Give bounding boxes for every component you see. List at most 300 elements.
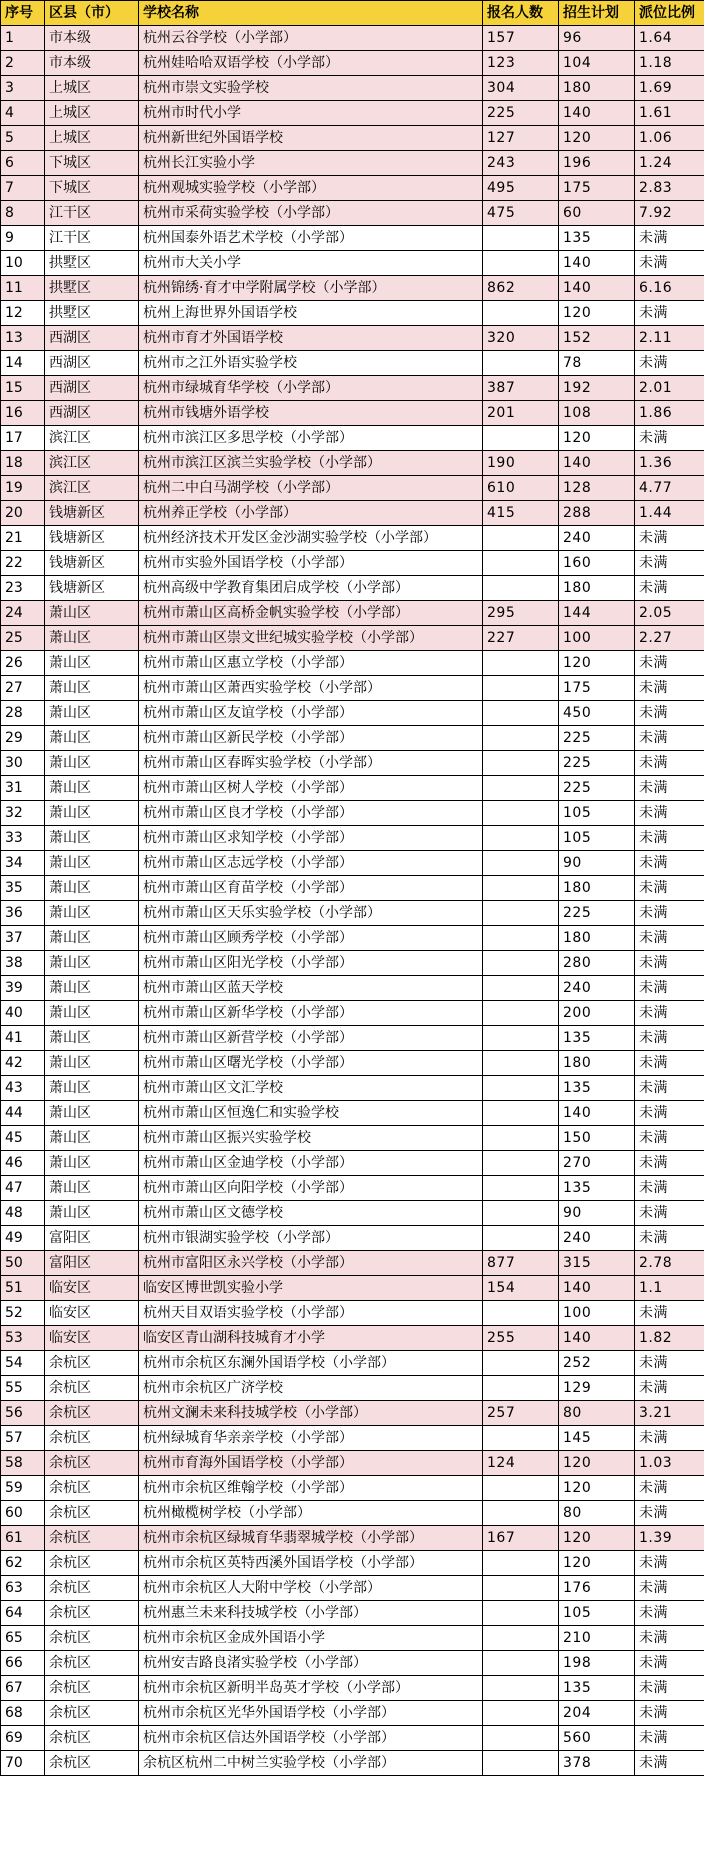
cell-plan: 80 bbox=[559, 1501, 635, 1526]
cell-district: 临安区 bbox=[45, 1326, 139, 1351]
cell-index: 12 bbox=[1, 301, 45, 326]
cell-ratio: 1.18 bbox=[635, 51, 704, 76]
cell-school: 杭州市萧山区树人学校（小学部） bbox=[139, 776, 483, 801]
cell-ratio: 1.82 bbox=[635, 1326, 704, 1351]
cell-school: 杭州市萧山区顾秀学校（小学部） bbox=[139, 926, 483, 951]
cell-plan: 135 bbox=[559, 1076, 635, 1101]
cell-school: 杭州市萧山区萧西实验学校（小学部） bbox=[139, 676, 483, 701]
cell-district: 萧山区 bbox=[45, 1201, 139, 1226]
table-row bbox=[1, 351, 704, 376]
cell-applicants: 495 bbox=[483, 176, 559, 201]
cell-school: 杭州市余杭区广济学校 bbox=[139, 1376, 483, 1401]
cell-plan: 225 bbox=[559, 751, 635, 776]
cell-district: 西湖区 bbox=[45, 401, 139, 426]
cell-plan: 140 bbox=[559, 251, 635, 276]
cell-plan: 180 bbox=[559, 576, 635, 601]
cell-school: 杭州上海世界外国语学校 bbox=[139, 301, 483, 326]
cell-index: 68 bbox=[1, 1701, 45, 1726]
cell-ratio: 未满 bbox=[635, 1501, 704, 1526]
cell-plan: 100 bbox=[559, 1301, 635, 1326]
cell-plan: 240 bbox=[559, 1226, 635, 1251]
cell-plan: 225 bbox=[559, 726, 635, 751]
cell-index: 37 bbox=[1, 926, 45, 951]
table-row bbox=[1, 701, 704, 726]
table-row bbox=[1, 1426, 704, 1451]
cell-plan: 160 bbox=[559, 551, 635, 576]
cell-school: 杭州市滨江区多思学校（小学部） bbox=[139, 426, 483, 451]
cell-school: 杭州市余杭区绿城育华翡翠城学校（小学部） bbox=[139, 1526, 483, 1551]
cell-district: 西湖区 bbox=[45, 351, 139, 376]
cell-applicants bbox=[483, 1351, 559, 1376]
cell-index: 15 bbox=[1, 376, 45, 401]
table-row bbox=[1, 676, 704, 701]
cell-ratio: 未满 bbox=[635, 551, 704, 576]
table-row bbox=[1, 1626, 704, 1651]
cell-applicants bbox=[483, 1376, 559, 1401]
cell-district: 余杭区 bbox=[45, 1726, 139, 1751]
cell-ratio: 未满 bbox=[635, 526, 704, 551]
cell-district: 萧山区 bbox=[45, 1151, 139, 1176]
cell-applicants bbox=[483, 1476, 559, 1501]
cell-applicants bbox=[483, 876, 559, 901]
cell-index: 3 bbox=[1, 76, 45, 101]
cell-applicants bbox=[483, 1076, 559, 1101]
cell-index: 64 bbox=[1, 1601, 45, 1626]
cell-district: 余杭区 bbox=[45, 1526, 139, 1551]
table-row bbox=[1, 1376, 704, 1401]
table-row bbox=[1, 426, 704, 451]
cell-district: 滨江区 bbox=[45, 426, 139, 451]
cell-ratio: 1.44 bbox=[635, 501, 704, 526]
cell-applicants bbox=[483, 251, 559, 276]
cell-index: 43 bbox=[1, 1076, 45, 1101]
cell-school: 杭州娃哈哈双语学校（小学部） bbox=[139, 51, 483, 76]
cell-plan: 180 bbox=[559, 76, 635, 101]
cell-applicants bbox=[483, 926, 559, 951]
cell-ratio: 未满 bbox=[635, 1576, 704, 1601]
cell-plan: 78 bbox=[559, 351, 635, 376]
cell-school: 杭州市大关小学 bbox=[139, 251, 483, 276]
cell-district: 萧山区 bbox=[45, 1001, 139, 1026]
cell-plan: 120 bbox=[559, 1551, 635, 1576]
cell-plan: 140 bbox=[559, 1101, 635, 1126]
header-plan: 招生计划 bbox=[559, 1, 635, 26]
cell-school: 杭州市萧山区文德学校 bbox=[139, 1201, 483, 1226]
cell-ratio: 1.69 bbox=[635, 76, 704, 101]
cell-ratio: 1.64 bbox=[635, 26, 704, 51]
cell-district: 萧山区 bbox=[45, 901, 139, 926]
cell-plan: 240 bbox=[559, 976, 635, 1001]
cell-index: 13 bbox=[1, 326, 45, 351]
table-row bbox=[1, 1576, 704, 1601]
table-row bbox=[1, 301, 704, 326]
cell-district: 上城区 bbox=[45, 101, 139, 126]
cell-ratio: 未满 bbox=[635, 1076, 704, 1101]
cell-index: 22 bbox=[1, 551, 45, 576]
table-row bbox=[1, 976, 704, 1001]
cell-school: 杭州市之江外语实验学校 bbox=[139, 351, 483, 376]
cell-school: 杭州市萧山区良才学校（小学部） bbox=[139, 801, 483, 826]
cell-school: 杭州市萧山区高桥金帆实验学校（小学部） bbox=[139, 601, 483, 626]
cell-school: 杭州二中白马湖学校（小学部） bbox=[139, 476, 483, 501]
cell-applicants: 295 bbox=[483, 601, 559, 626]
cell-applicants: 124 bbox=[483, 1451, 559, 1476]
cell-ratio: 未满 bbox=[635, 1751, 704, 1776]
cell-plan: 145 bbox=[559, 1426, 635, 1451]
cell-index: 7 bbox=[1, 176, 45, 201]
cell-applicants: 201 bbox=[483, 401, 559, 426]
cell-district: 萧山区 bbox=[45, 976, 139, 1001]
cell-plan: 135 bbox=[559, 1176, 635, 1201]
cell-school: 杭州市崇文实验学校 bbox=[139, 76, 483, 101]
cell-district: 萧山区 bbox=[45, 726, 139, 751]
cell-applicants: 123 bbox=[483, 51, 559, 76]
cell-index: 31 bbox=[1, 776, 45, 801]
cell-plan: 140 bbox=[559, 1326, 635, 1351]
cell-plan: 240 bbox=[559, 526, 635, 551]
table-row bbox=[1, 1601, 704, 1626]
table-row bbox=[1, 326, 704, 351]
cell-school: 杭州市萧山区金迪学校（小学部） bbox=[139, 1151, 483, 1176]
cell-ratio: 未满 bbox=[635, 1001, 704, 1026]
cell-school: 杭州养正学校（小学部） bbox=[139, 501, 483, 526]
table-row bbox=[1, 1051, 704, 1076]
cell-plan: 180 bbox=[559, 926, 635, 951]
cell-ratio: 未满 bbox=[635, 1226, 704, 1251]
header-index: 序号 bbox=[1, 1, 45, 26]
cell-index: 53 bbox=[1, 1326, 45, 1351]
cell-ratio: 1.61 bbox=[635, 101, 704, 126]
cell-applicants bbox=[483, 301, 559, 326]
cell-index: 57 bbox=[1, 1426, 45, 1451]
cell-ratio: 未满 bbox=[635, 1376, 704, 1401]
cell-applicants bbox=[483, 526, 559, 551]
cell-plan: 120 bbox=[559, 1451, 635, 1476]
cell-index: 8 bbox=[1, 201, 45, 226]
cell-index: 34 bbox=[1, 851, 45, 876]
cell-district: 下城区 bbox=[45, 151, 139, 176]
cell-ratio: 未满 bbox=[635, 576, 704, 601]
cell-district: 余杭区 bbox=[45, 1451, 139, 1476]
cell-ratio: 2.05 bbox=[635, 601, 704, 626]
cell-ratio: 2.78 bbox=[635, 1251, 704, 1276]
cell-district: 拱墅区 bbox=[45, 301, 139, 326]
cell-school: 杭州市萧山区新营学校（小学部） bbox=[139, 1026, 483, 1051]
cell-applicants: 243 bbox=[483, 151, 559, 176]
cell-index: 65 bbox=[1, 1626, 45, 1651]
cell-applicants: 225 bbox=[483, 101, 559, 126]
cell-applicants bbox=[483, 676, 559, 701]
cell-district: 萧山区 bbox=[45, 1176, 139, 1201]
cell-plan: 105 bbox=[559, 826, 635, 851]
cell-plan: 198 bbox=[559, 1651, 635, 1676]
table-row bbox=[1, 476, 704, 501]
cell-district: 余杭区 bbox=[45, 1626, 139, 1651]
cell-school: 杭州市萧山区友谊学校（小学部） bbox=[139, 701, 483, 726]
table-row bbox=[1, 1751, 704, 1776]
cell-applicants: 190 bbox=[483, 451, 559, 476]
cell-applicants bbox=[483, 1026, 559, 1051]
cell-index: 23 bbox=[1, 576, 45, 601]
table-row bbox=[1, 1451, 704, 1476]
cell-school: 杭州市育才外国语学校 bbox=[139, 326, 483, 351]
cell-applicants bbox=[483, 1101, 559, 1126]
cell-ratio: 未满 bbox=[635, 1151, 704, 1176]
cell-ratio: 2.27 bbox=[635, 626, 704, 651]
table-row bbox=[1, 876, 704, 901]
cell-index: 38 bbox=[1, 951, 45, 976]
cell-district: 钱塘新区 bbox=[45, 576, 139, 601]
cell-school: 杭州市萧山区新华学校（小学部） bbox=[139, 1001, 483, 1026]
cell-applicants bbox=[483, 1576, 559, 1601]
cell-index: 62 bbox=[1, 1551, 45, 1576]
cell-ratio: 1.86 bbox=[635, 401, 704, 426]
cell-index: 25 bbox=[1, 626, 45, 651]
cell-index: 11 bbox=[1, 276, 45, 301]
cell-school: 杭州市萧山区曙光学校（小学部） bbox=[139, 1051, 483, 1076]
cell-plan: 176 bbox=[559, 1576, 635, 1601]
cell-school: 杭州市萧山区向阳学校（小学部） bbox=[139, 1176, 483, 1201]
cell-ratio: 未满 bbox=[635, 1726, 704, 1751]
cell-plan: 150 bbox=[559, 1126, 635, 1151]
cell-applicants: 304 bbox=[483, 76, 559, 101]
cell-school: 临安区青山湖科技城育才小学 bbox=[139, 1326, 483, 1351]
cell-district: 上城区 bbox=[45, 126, 139, 151]
cell-school: 杭州观城实验学校（小学部） bbox=[139, 176, 483, 201]
cell-applicants bbox=[483, 751, 559, 776]
cell-ratio: 未满 bbox=[635, 1201, 704, 1226]
cell-ratio: 未满 bbox=[635, 851, 704, 876]
cell-plan: 90 bbox=[559, 1201, 635, 1226]
cell-school: 杭州市萧山区春晖实验学校（小学部） bbox=[139, 751, 483, 776]
cell-applicants bbox=[483, 1676, 559, 1701]
cell-applicants: 255 bbox=[483, 1326, 559, 1351]
cell-ratio: 未满 bbox=[635, 1426, 704, 1451]
cell-index: 24 bbox=[1, 601, 45, 626]
cell-district: 富阳区 bbox=[45, 1251, 139, 1276]
cell-district: 萧山区 bbox=[45, 776, 139, 801]
cell-ratio: 未满 bbox=[635, 1676, 704, 1701]
cell-school: 杭州市余杭区新明半岛英才学校（小学部） bbox=[139, 1676, 483, 1701]
table-row bbox=[1, 1526, 704, 1551]
cell-applicants: 415 bbox=[483, 501, 559, 526]
cell-index: 42 bbox=[1, 1051, 45, 1076]
cell-applicants: 257 bbox=[483, 1401, 559, 1426]
cell-school: 杭州市萧山区天乐实验学校（小学部） bbox=[139, 901, 483, 926]
cell-ratio: 未满 bbox=[635, 876, 704, 901]
cell-plan: 200 bbox=[559, 1001, 635, 1026]
header-ratio: 派位比例 bbox=[635, 1, 704, 26]
cell-district: 余杭区 bbox=[45, 1476, 139, 1501]
cell-index: 20 bbox=[1, 501, 45, 526]
table-row bbox=[1, 126, 704, 151]
cell-ratio: 7.92 bbox=[635, 201, 704, 226]
cell-ratio: 1.36 bbox=[635, 451, 704, 476]
cell-index: 51 bbox=[1, 1276, 45, 1301]
cell-plan: 96 bbox=[559, 26, 635, 51]
table-row bbox=[1, 1351, 704, 1376]
cell-district: 萧山区 bbox=[45, 826, 139, 851]
cell-plan: 140 bbox=[559, 276, 635, 301]
cell-ratio: 1.06 bbox=[635, 126, 704, 151]
table-row bbox=[1, 1301, 704, 1326]
cell-applicants: 154 bbox=[483, 1276, 559, 1301]
table-row bbox=[1, 1226, 704, 1251]
cell-applicants bbox=[483, 1651, 559, 1676]
cell-applicants: 610 bbox=[483, 476, 559, 501]
header-district: 区县（市） bbox=[45, 1, 139, 26]
cell-applicants bbox=[483, 551, 559, 576]
table-row bbox=[1, 951, 704, 976]
cell-school: 杭州云谷学校（小学部） bbox=[139, 26, 483, 51]
cell-school: 杭州市余杭区维翰学校（小学部） bbox=[139, 1476, 483, 1501]
table-row bbox=[1, 901, 704, 926]
table-row bbox=[1, 251, 704, 276]
cell-district: 萧山区 bbox=[45, 626, 139, 651]
cell-school: 杭州市绿城育华学校（小学部） bbox=[139, 376, 483, 401]
cell-applicants: 387 bbox=[483, 376, 559, 401]
cell-ratio: 未满 bbox=[635, 301, 704, 326]
cell-ratio: 未满 bbox=[635, 826, 704, 851]
table-row bbox=[1, 1201, 704, 1226]
cell-ratio: 未满 bbox=[635, 901, 704, 926]
cell-index: 49 bbox=[1, 1226, 45, 1251]
cell-index: 50 bbox=[1, 1251, 45, 1276]
cell-district: 萧山区 bbox=[45, 601, 139, 626]
table-row bbox=[1, 401, 704, 426]
cell-school: 杭州市萧山区求知学校（小学部） bbox=[139, 826, 483, 851]
cell-plan: 196 bbox=[559, 151, 635, 176]
cell-applicants bbox=[483, 426, 559, 451]
cell-ratio: 未满 bbox=[635, 926, 704, 951]
cell-ratio: 2.11 bbox=[635, 326, 704, 351]
cell-school: 杭州绿城育华亲亲学校（小学部） bbox=[139, 1426, 483, 1451]
cell-index: 18 bbox=[1, 451, 45, 476]
cell-district: 西湖区 bbox=[45, 376, 139, 401]
cell-plan: 175 bbox=[559, 176, 635, 201]
cell-ratio: 未满 bbox=[635, 1601, 704, 1626]
cell-index: 69 bbox=[1, 1726, 45, 1751]
cell-plan: 105 bbox=[559, 1601, 635, 1626]
cell-ratio: 未满 bbox=[635, 701, 704, 726]
cell-school: 杭州市萧山区阳光学校（小学部） bbox=[139, 951, 483, 976]
table-row bbox=[1, 826, 704, 851]
cell-plan: 108 bbox=[559, 401, 635, 426]
table-row bbox=[1, 1251, 704, 1276]
cell-ratio: 未满 bbox=[635, 226, 704, 251]
cell-district: 萧山区 bbox=[45, 651, 139, 676]
cell-index: 54 bbox=[1, 1351, 45, 1376]
cell-school: 杭州市富阳区永兴学校（小学部） bbox=[139, 1251, 483, 1276]
cell-district: 余杭区 bbox=[45, 1551, 139, 1576]
cell-plan: 140 bbox=[559, 1276, 635, 1301]
cell-index: 45 bbox=[1, 1126, 45, 1151]
cell-applicants bbox=[483, 1301, 559, 1326]
table-row bbox=[1, 1326, 704, 1351]
cell-plan: 180 bbox=[559, 1051, 635, 1076]
cell-school: 杭州新世纪外国语学校 bbox=[139, 126, 483, 151]
cell-index: 66 bbox=[1, 1651, 45, 1676]
cell-applicants: 320 bbox=[483, 326, 559, 351]
cell-index: 40 bbox=[1, 1001, 45, 1026]
cell-index: 59 bbox=[1, 1476, 45, 1501]
table-row bbox=[1, 601, 704, 626]
cell-plan: 120 bbox=[559, 1526, 635, 1551]
cell-ratio: 1.24 bbox=[635, 151, 704, 176]
cell-applicants bbox=[483, 851, 559, 876]
cell-index: 48 bbox=[1, 1201, 45, 1226]
cell-plan: 450 bbox=[559, 701, 635, 726]
cell-applicants bbox=[483, 576, 559, 601]
cell-applicants bbox=[483, 1001, 559, 1026]
cell-index: 26 bbox=[1, 651, 45, 676]
header-school: 学校名称 bbox=[139, 1, 483, 26]
cell-index: 55 bbox=[1, 1376, 45, 1401]
cell-district: 余杭区 bbox=[45, 1401, 139, 1426]
cell-index: 46 bbox=[1, 1151, 45, 1176]
table-row bbox=[1, 226, 704, 251]
cell-plan: 560 bbox=[559, 1726, 635, 1751]
cell-ratio: 未满 bbox=[635, 801, 704, 826]
cell-district: 余杭区 bbox=[45, 1676, 139, 1701]
cell-district: 滨江区 bbox=[45, 476, 139, 501]
cell-index: 56 bbox=[1, 1401, 45, 1426]
cell-ratio: 未满 bbox=[635, 751, 704, 776]
table-row bbox=[1, 276, 704, 301]
cell-district: 下城区 bbox=[45, 176, 139, 201]
table-row bbox=[1, 176, 704, 201]
cell-applicants: 157 bbox=[483, 26, 559, 51]
cell-plan: 100 bbox=[559, 626, 635, 651]
cell-district: 余杭区 bbox=[45, 1751, 139, 1776]
cell-plan: 80 bbox=[559, 1401, 635, 1426]
cell-ratio: 未满 bbox=[635, 976, 704, 1001]
cell-plan: 180 bbox=[559, 876, 635, 901]
cell-ratio: 未满 bbox=[635, 1476, 704, 1501]
cell-index: 30 bbox=[1, 751, 45, 776]
cell-index: 32 bbox=[1, 801, 45, 826]
cell-applicants bbox=[483, 1051, 559, 1076]
cell-district: 余杭区 bbox=[45, 1601, 139, 1626]
cell-district: 余杭区 bbox=[45, 1701, 139, 1726]
cell-school: 杭州市实验外国语学校（小学部） bbox=[139, 551, 483, 576]
cell-district: 余杭区 bbox=[45, 1501, 139, 1526]
table-row bbox=[1, 1401, 704, 1426]
cell-index: 9 bbox=[1, 226, 45, 251]
cell-applicants: 127 bbox=[483, 126, 559, 151]
cell-plan: 152 bbox=[559, 326, 635, 351]
cell-applicants bbox=[483, 651, 559, 676]
cell-school: 杭州市采荷实验学校（小学部） bbox=[139, 201, 483, 226]
cell-district: 江干区 bbox=[45, 201, 139, 226]
cell-index: 63 bbox=[1, 1576, 45, 1601]
cell-ratio: 未满 bbox=[635, 251, 704, 276]
cell-district: 钱塘新区 bbox=[45, 526, 139, 551]
table-row bbox=[1, 1676, 704, 1701]
cell-index: 47 bbox=[1, 1176, 45, 1201]
cell-applicants bbox=[483, 226, 559, 251]
cell-school: 杭州市余杭区金成外国语小学 bbox=[139, 1626, 483, 1651]
table-row bbox=[1, 1651, 704, 1676]
cell-district: 余杭区 bbox=[45, 1376, 139, 1401]
cell-plan: 175 bbox=[559, 676, 635, 701]
cell-district: 钱塘新区 bbox=[45, 551, 139, 576]
table-row bbox=[1, 101, 704, 126]
cell-school: 杭州橄榄树学校（小学部） bbox=[139, 1501, 483, 1526]
cell-applicants bbox=[483, 1201, 559, 1226]
cell-plan: 120 bbox=[559, 301, 635, 326]
cell-index: 70 bbox=[1, 1751, 45, 1776]
